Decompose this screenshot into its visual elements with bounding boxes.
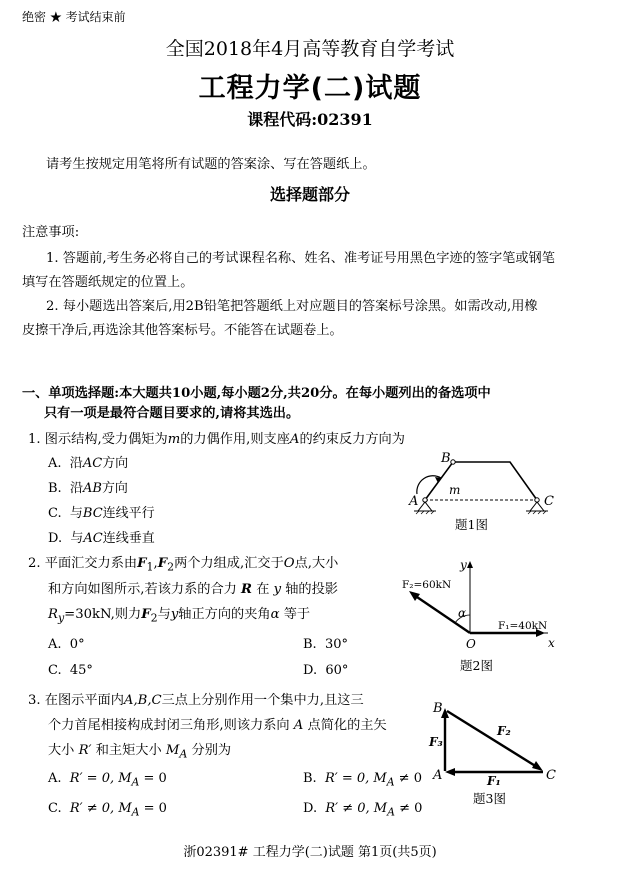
q3-label-f3: F₃ — [429, 735, 443, 749]
q2-text-10: 等于 — [283, 607, 311, 622]
q2-f2-sub: 2 — [167, 560, 175, 574]
q1-figure — [405, 448, 575, 538]
q1-stem-m: m — [167, 432, 181, 447]
q3-option-a-label: A. — [48, 771, 62, 786]
q3-option-a-end: = 0 — [139, 771, 167, 786]
q2-option-d[interactable] — [303, 663, 348, 678]
q3-caption: 题3图 — [473, 791, 506, 806]
q3-m: M — [165, 743, 180, 758]
notes-heading: 注意事项: — [22, 225, 80, 240]
q1-option-c-text: 与 — [69, 506, 83, 521]
q3-label-b: B — [433, 701, 443, 716]
q2-alpha: α — [270, 607, 280, 622]
q3-abc: A,B,C — [123, 693, 162, 708]
q3-option-d-value: R′ ≠ 0, M — [325, 801, 388, 816]
q2-stem-line-2 — [48, 578, 338, 597]
course-code: 课程代码:02391 — [247, 110, 373, 129]
q3-text-6: 和主矩大小 — [95, 743, 162, 758]
q3-label-a: A — [433, 768, 443, 783]
q3-label-f2: F₂ — [497, 724, 511, 738]
q2-label-f1: F₁=40kN — [498, 620, 548, 632]
q1-support-c — [530, 502, 544, 511]
q1-support-a — [418, 502, 432, 511]
q3-text-1: 在图示平面内 — [44, 693, 124, 708]
q2-ry: R — [48, 607, 58, 622]
q1-option-d-var: AC — [83, 531, 103, 546]
q2-option-c[interactable] — [48, 663, 93, 678]
q3-option-c-value: R′ ≠ 0, M — [69, 801, 132, 816]
q3-stem-line-1 — [28, 689, 364, 708]
q1-option-b-label: B. — [48, 481, 62, 496]
q3-option-c-end: = 0 — [139, 801, 167, 816]
q3-option-c-label: C. — [48, 801, 62, 816]
confidential-mark: 绝密 ★ 考试结束前 — [22, 10, 126, 24]
q3-a: A — [293, 718, 304, 733]
q1-option-a[interactable] — [48, 452, 128, 471]
note-2-line-1: 2. 每小题选出答案后,用2B铅笔把答题纸上对应题目的答案标号涂黑。如需改动,用橡 — [46, 299, 538, 314]
q3-m-sub: A — [179, 747, 188, 761]
q1-option-d-text-2: 连线垂直 — [102, 531, 155, 546]
q2-option-d-value: 60° — [325, 663, 349, 678]
q2-text-8: 与 — [157, 607, 171, 622]
q3-stem-line-3 — [48, 739, 231, 761]
q3-option-b-end: ≠ 0 — [394, 771, 422, 786]
q3-figure — [425, 695, 565, 810]
q1-stem-text-3: 的约束反力方向为 — [299, 432, 405, 447]
q2-number: 2. — [28, 556, 41, 571]
q1-option-d-label: D. — [48, 531, 63, 546]
q2-y-axis-arrowhead — [467, 561, 473, 568]
q3-option-a-value: R′ = 0, M — [69, 771, 132, 786]
q1-hinge-b — [451, 460, 455, 464]
note-1-line-1: 1. 答题前,考生务必将自己的考试课程名称、姓名、准考证号用黑色字迹的签字笔或钢笔 — [46, 251, 555, 266]
q1-stem — [28, 428, 405, 447]
q3-option-d-label: D. — [303, 801, 318, 816]
q3-option-a[interactable] — [48, 771, 167, 789]
q2-f2-arrowhead — [409, 591, 420, 601]
part1-heading-line-2: 只有一项是最符合题目要求的,请将其选出。 — [44, 406, 300, 421]
q1-option-a-text: 沿 — [69, 456, 83, 471]
q2-o: O — [283, 556, 295, 571]
q1-option-d[interactable] — [48, 527, 155, 546]
q2-r: R — [241, 582, 252, 597]
q3-option-a-sub: A — [131, 775, 140, 789]
q2-option-b[interactable] — [303, 637, 348, 652]
q3-f1-arrowhead — [445, 768, 455, 776]
q3-option-b-sub: A — [386, 775, 395, 789]
q2-ry-sub: y — [57, 611, 65, 625]
q2-text-4: 和方向如图所示,若该力系的合力 — [48, 582, 237, 597]
q1-option-c-label: C. — [48, 506, 62, 521]
q1-option-d-text: 与 — [70, 531, 84, 546]
q2-text-2: 两个力组成,汇交于 — [174, 556, 284, 571]
q1-label-a: A — [409, 494, 419, 509]
q3-option-d[interactable] — [303, 801, 422, 819]
q2-y-ref: y — [170, 607, 179, 622]
q3-option-c-sub: A — [131, 805, 140, 819]
section-title: 选择题部分 — [269, 185, 350, 204]
q2-option-c-label: C. — [48, 663, 62, 678]
q1-option-a-text-2: 方向 — [102, 456, 129, 471]
intro-instruction: 请考生按规定用笔将所有试题的答案涂、写在答题纸上。 — [46, 157, 376, 172]
q2-figure — [400, 555, 560, 675]
q3-stem-line-2 — [48, 714, 387, 733]
q2-text-1: 平面汇交力系由 — [44, 556, 138, 571]
q2-text-7: =30kN,则力 — [64, 607, 142, 622]
q1-caption: 题1图 — [455, 517, 488, 532]
q2-option-a[interactable] — [48, 637, 85, 652]
q2-f2-ref: F — [141, 607, 151, 622]
q1-option-a-var: AC — [82, 456, 103, 471]
q3-text-4: 点简化的主矢 — [307, 718, 387, 733]
q3-option-d-sub: A — [387, 805, 395, 819]
q2-f2: F — [157, 556, 168, 571]
q3-option-b-value: R′ = 0, M — [324, 771, 387, 786]
part1-heading-line-1: 一、单项选择题:本大题共10小题,每小题2分,共20分。在每小题列出的备选项中 — [22, 386, 491, 401]
q3-option-d-end: ≠ 0 — [394, 801, 423, 816]
q3-text-3: 个力首尾相接构成封闭三角形,则该力系向 — [48, 718, 290, 733]
q3-option-b-label: B. — [303, 771, 317, 786]
note-2-line-2: 皮擦干净后,再选涂其他答案标号。不能答在试题卷上。 — [22, 323, 343, 338]
note-1-line-2: 填写在答题纸规定的位置上。 — [22, 275, 194, 290]
q2-sep: , — [153, 556, 158, 571]
q2-text-3: 点,大小 — [294, 556, 339, 571]
q3-f2-arrowhead — [532, 761, 543, 771]
q3-text-5: 大小 — [48, 743, 75, 758]
q2-stem-line-1 — [28, 552, 338, 574]
q1-option-c[interactable] — [48, 502, 155, 521]
exam-title: 全国2018年4月高等教育自学考试 — [165, 38, 455, 60]
q1-label-m: m — [449, 483, 461, 497]
q3-label-c: C — [546, 768, 556, 783]
q2-text-5: 在 — [256, 582, 270, 597]
q1-frame — [425, 462, 537, 500]
q1-option-b-text-2: 方向 — [101, 481, 128, 496]
q2-f1: F — [137, 556, 147, 571]
q2-stem-line-3 — [48, 603, 310, 625]
q2-text-9: 轴正方向的夹角 — [178, 607, 271, 622]
q2-text-6: 轴的投影 — [285, 582, 338, 597]
q1-option-a-label: A. — [48, 456, 62, 471]
q2-label-y: y — [460, 558, 467, 572]
q2-option-c-value: 45° — [69, 663, 93, 678]
q1-number: 1. — [28, 432, 41, 447]
q1-option-b[interactable] — [48, 477, 128, 496]
q2-option-d-label: D. — [303, 663, 318, 678]
q2-y: y — [273, 582, 282, 597]
q3-number: 3. — [28, 693, 41, 708]
q1-stem-a: A — [289, 432, 300, 447]
q1-option-b-var: AB — [82, 481, 102, 496]
q2-option-b-label: B. — [303, 637, 317, 652]
q1-option-c-var: BC — [82, 506, 103, 521]
q2-option-b-value: 30° — [324, 637, 348, 652]
q1-label-c: C — [544, 494, 554, 509]
q2-caption: 题2图 — [460, 658, 493, 673]
q2-label-f2: F₂=60kN — [402, 579, 452, 591]
q1-option-b-text: 沿 — [69, 481, 83, 496]
q3-option-b[interactable] — [303, 771, 422, 789]
q2-f1-sub: 1 — [146, 560, 154, 574]
q2-option-a-value: 0° — [69, 637, 85, 652]
q1-stem-text-2: 的力偶作用,则支座 — [180, 432, 290, 447]
q2-option-a-label: A. — [48, 637, 62, 652]
q1-stem-text: 图示结构,受力偶矩为 — [44, 432, 168, 447]
q2-label-alpha: α — [458, 606, 467, 620]
q3-f2-arrow — [447, 711, 537, 767]
q2-f2-ref-sub: 2 — [150, 611, 158, 625]
q2-label-x: x — [548, 636, 555, 650]
q1-option-c-text-2: 连线平行 — [102, 506, 155, 521]
q2-label-o: O — [466, 637, 476, 651]
subject-title: 工程力学(二)试题 — [198, 73, 422, 104]
q3-text-2: 三点上分别作用一个集中力,且这三 — [161, 693, 364, 708]
q3-text-7: 分别为 — [191, 743, 232, 758]
q3-option-c[interactable] — [48, 801, 167, 819]
q3-r: R′ — [78, 743, 92, 758]
q1-label-b: B — [441, 451, 451, 466]
page-footer: 浙02391# 工程力学(二)试题 第1页(共5页) — [183, 845, 437, 860]
q3-label-f1: F₁ — [487, 774, 501, 788]
